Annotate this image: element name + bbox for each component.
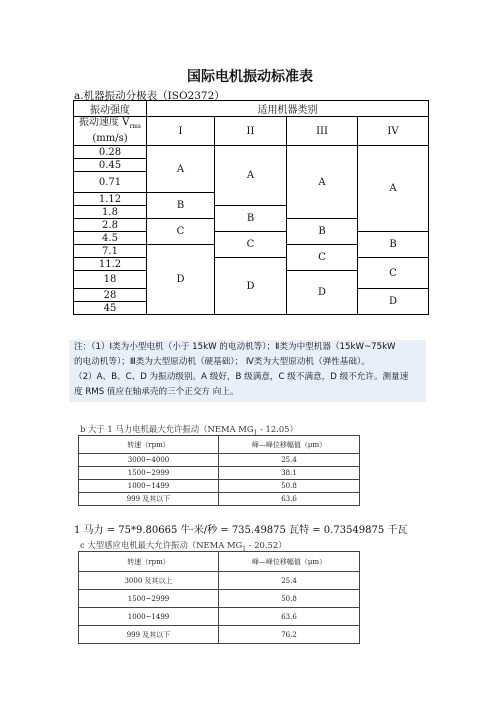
grade-cell: A [287, 146, 358, 219]
table-cell: 50.8 [219, 480, 360, 493]
header-class: 适用机器类别 [147, 101, 429, 117]
grade-cell: C [215, 232, 287, 258]
col-header-amplitude: 峰—峰位移幅值（μm） [219, 436, 360, 454]
table-cell: 1500~2999 [79, 590, 219, 608]
table-cell: 63.6 [219, 608, 360, 626]
grade-cell: C [147, 219, 215, 245]
nema-large-motor-table [78, 551, 360, 644]
note-line: 的电动机等）；Ⅲ类为大型原动机（硬基础）； Ⅳ类为大型原动机（弹性基础）。 [74, 357, 370, 367]
grade-cell: D [147, 245, 215, 315]
grade-cell: B [358, 232, 429, 258]
grade-cell: A [358, 146, 429, 232]
speed-cell: 4.5 [74, 232, 147, 245]
col-header-speed: 转速（rpm） [79, 436, 219, 454]
col-header-speed: 转速（rpm） [79, 552, 219, 572]
header-intensity: 振动强度 [74, 101, 147, 117]
table-b-caption: b 大于 1 马力电机最大允许振动（NEMA $MG_1 - 12.05$） [80, 424, 298, 437]
speed-cell: 11.2 [74, 258, 147, 271]
speed-cell: 0.28 [74, 146, 147, 159]
table-cell: 76.2 [219, 626, 360, 644]
header-speed: 振动速度 $V_{rms}$ (mm/s) [74, 117, 147, 146]
table-cell: 3000~4000 [79, 454, 219, 467]
speed-cell: 1.8 [74, 206, 147, 219]
table-cell: 999 及其以下 [79, 626, 219, 644]
table-cell: 999 及其以下 [79, 493, 219, 506]
class-i: I [147, 117, 215, 146]
class-iv: IV [358, 117, 429, 146]
vibration-grade-table [73, 100, 429, 315]
class-iii: III [287, 117, 358, 146]
speed-cell: 2.8 [74, 219, 147, 232]
grade-cell: D [287, 271, 358, 315]
speed-cell: 0.45 [74, 159, 147, 172]
page-title: 国际电机振动标准表 [187, 69, 313, 85]
table-cell: 63.6 [219, 493, 360, 506]
table-cell: 25.4 [219, 572, 360, 590]
grade-cell: B [215, 206, 287, 232]
table-cell: 50.8 [219, 590, 360, 608]
speed-cell: 1.12 [74, 193, 147, 206]
grade-cell: A [215, 146, 287, 206]
grade-cell: D [215, 258, 287, 315]
grade-cell: C [287, 245, 358, 271]
class-ii: II [215, 117, 287, 146]
speed-cell: 18 [74, 271, 147, 289]
horsepower-conversion: 1 马力 = 75*9.80665 牛·米/秒 = 735.49875 瓦特 = 0.73549875 千瓦 [74, 525, 408, 536]
col-header-amplitude: 峰—峰位移幅值（μm） [219, 552, 360, 572]
grade-cell: D [358, 289, 429, 315]
table-cell: 1000~1499 [79, 608, 219, 626]
table-cell: 38.1 [219, 467, 360, 480]
note-line: 注：（1）Ⅰ类为小型电机（小于 15kW 的电动机等）；Ⅱ类为中型机器（15kW~75kW [74, 342, 396, 352]
grade-cell: B [147, 193, 215, 219]
speed-cell: 7.1 [74, 245, 147, 258]
grade-cell: A [147, 146, 215, 193]
table-cell: 1000~1499 [79, 480, 219, 493]
table-cell: 1500~2999 [79, 467, 219, 480]
grade-cell: B [287, 219, 358, 245]
note-line: 度 RMS 值应在轴承壳的三个正交方 向上。 [74, 387, 239, 397]
note-line: （2）A、B、C、D 为振动级别。A 级好，B 级满意，C 级不满意，D 级不允许。测量速 [74, 372, 409, 382]
grade-cell: C [358, 258, 429, 289]
table-cell: 25.4 [219, 454, 360, 467]
speed-cell: 45 [74, 302, 147, 315]
nema-small-motor-table [78, 435, 360, 506]
speed-cell: 0.71 [74, 172, 147, 193]
table-a-caption: a.机器振动分极表（ISO2372） [74, 90, 225, 102]
table-cell: 3000 及其以上 [79, 572, 219, 590]
table-c-caption: c 大型感应电机最大允许振动（NEMA $MG_1 - 20.52$） [80, 540, 287, 553]
speed-cell: 28 [74, 289, 147, 302]
note-box [69, 340, 426, 402]
